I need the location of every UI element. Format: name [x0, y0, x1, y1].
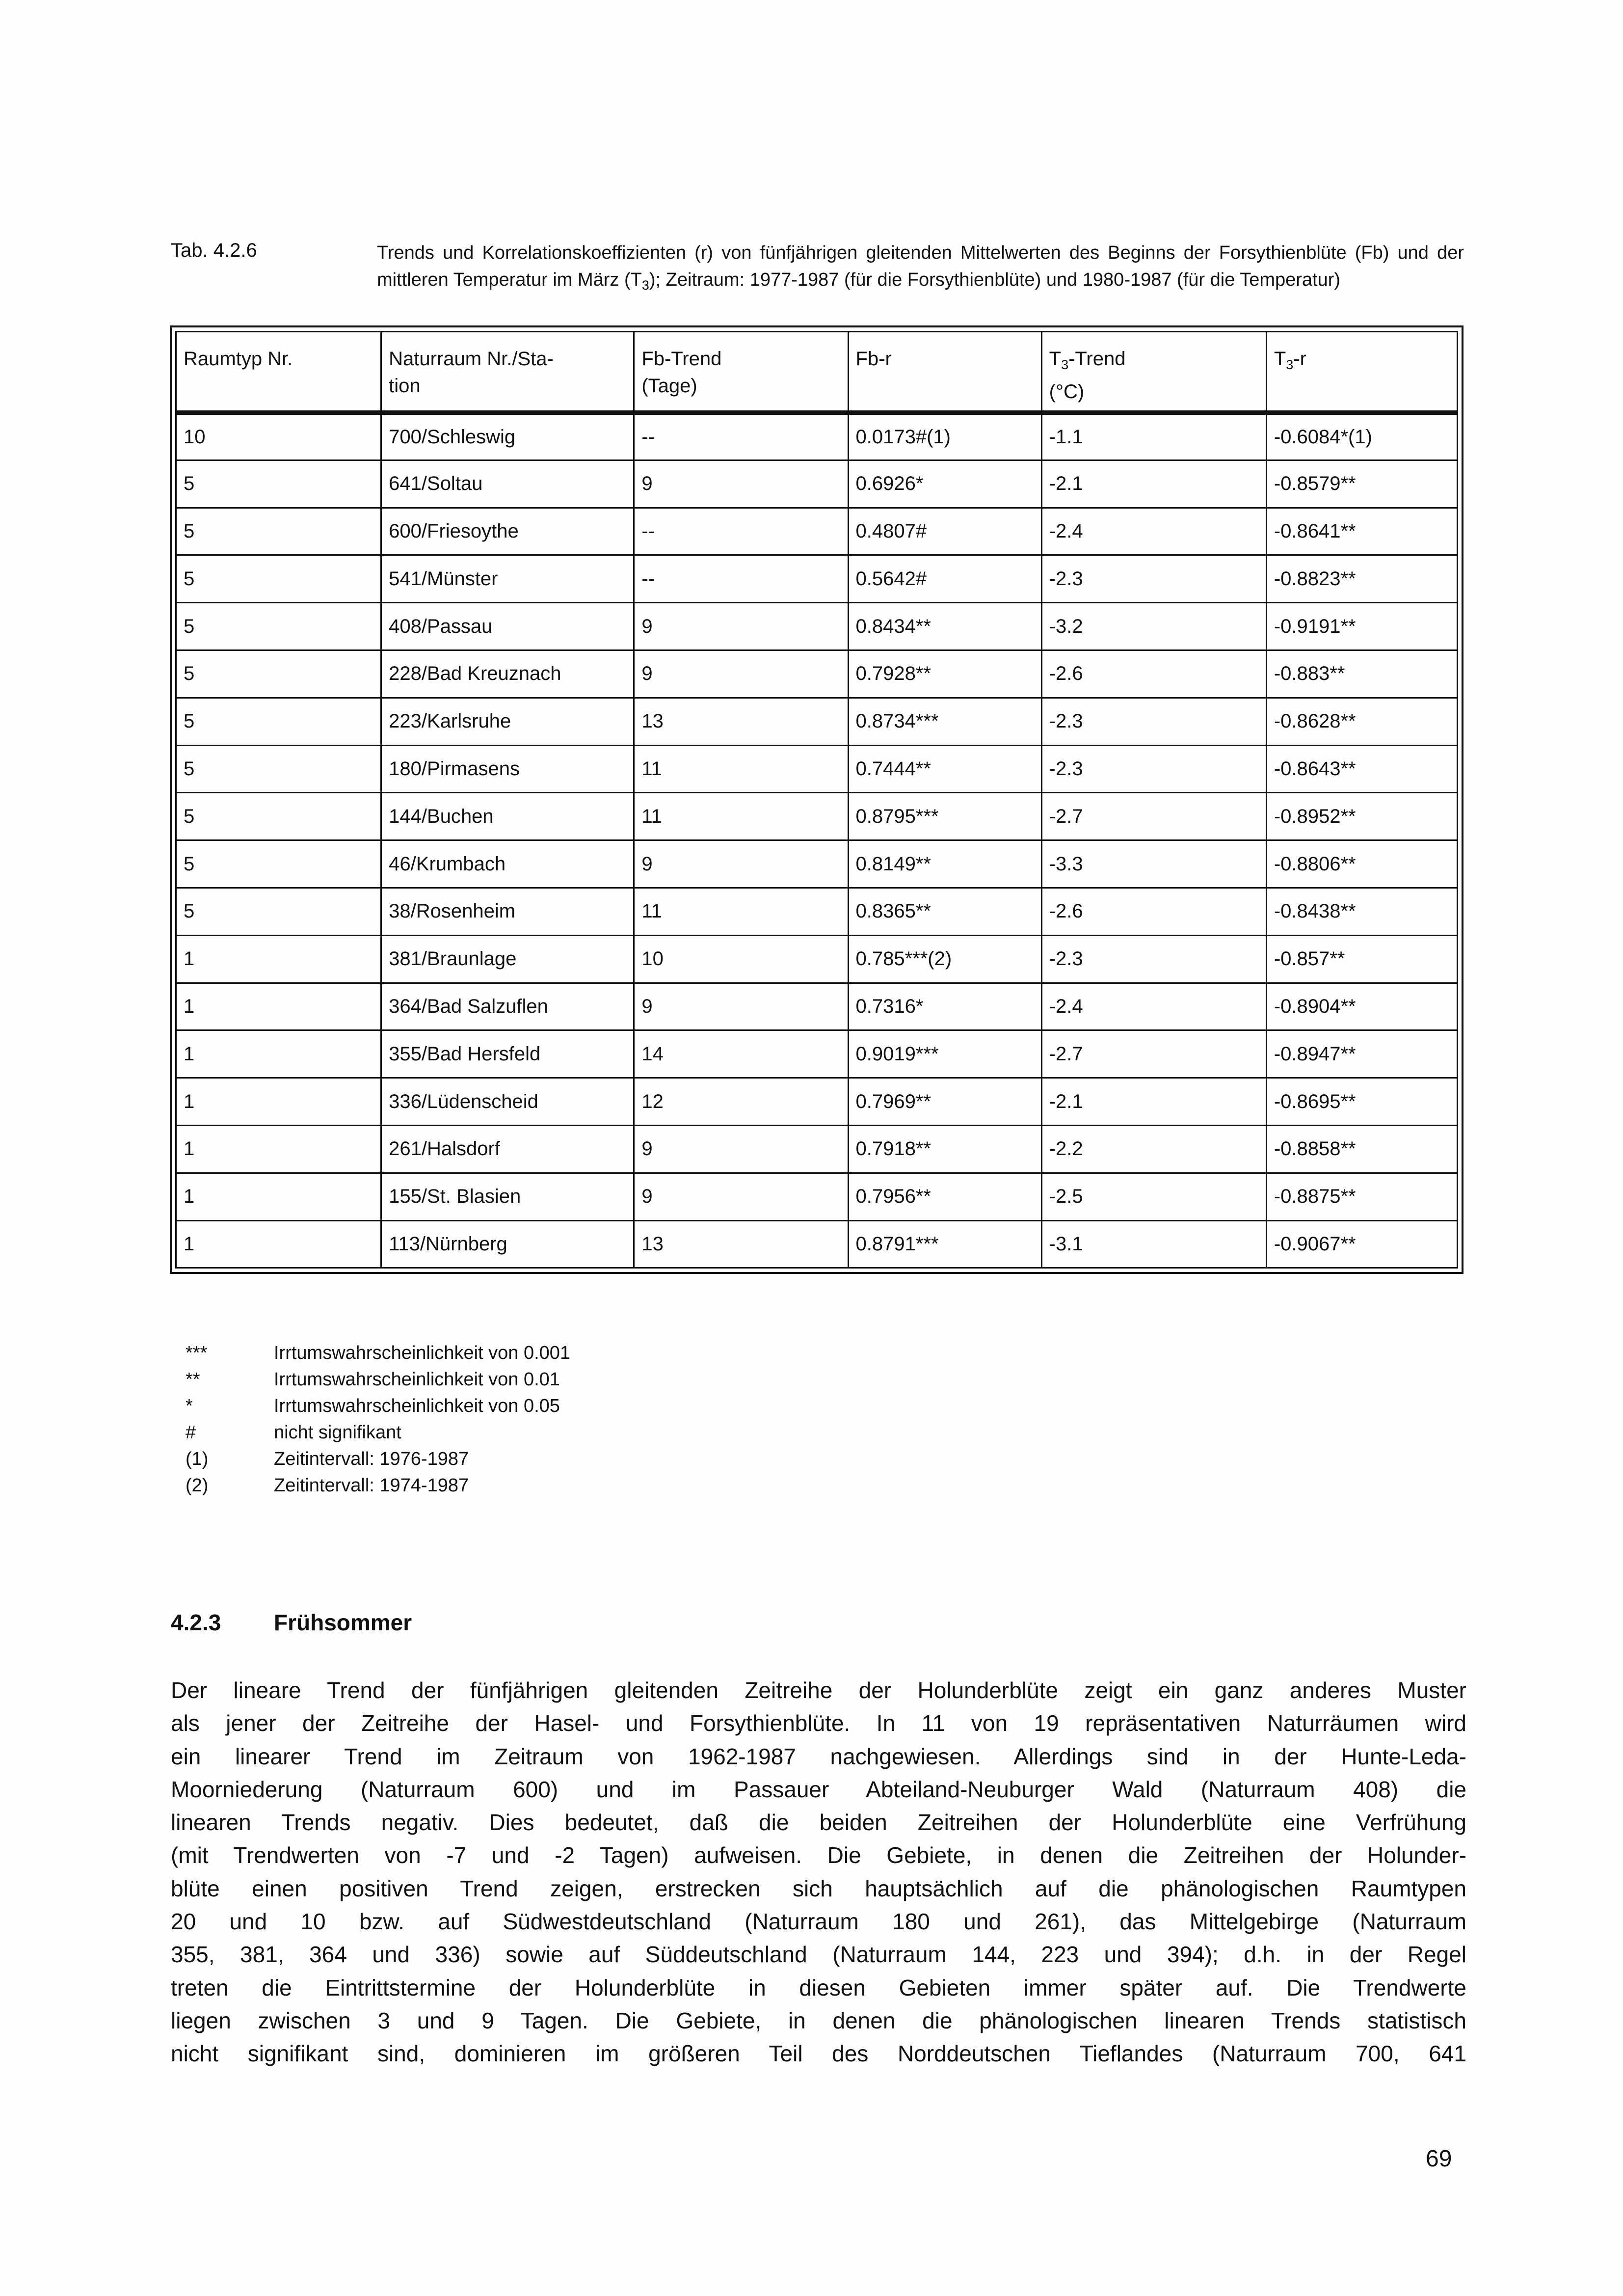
subscript: 3 [1061, 357, 1069, 372]
table-caption-number: Tab. 4.2.6 [171, 240, 257, 261]
table-caption-text: Trends und Korrelationskoeffizienten (r) von fünfjährigen gleitenden Mittelwerten des Beginns der Forsythienblüte (Fb) und der mittleren Temperatur im März $(T_3)$; Zeitraum: 1977-1987 (für die Forsythienblüte) und 1980-1987 (für die Temperatur) [377, 243, 1464, 293]
table-row [176, 1173, 1458, 1220]
cell-fb-r: 0.8365** [848, 888, 1041, 935]
cell-t3-r: -0.8628** [1266, 698, 1457, 745]
table-header-row [176, 332, 1458, 413]
cell-t3-r: -0.857** [1266, 935, 1457, 983]
cell-t3-trend: -2.3 [1041, 698, 1266, 745]
body-line: liegen zwischen 3 und 9 Tagen. Die Gebiete, in denen die phänologischen linearen Trends statistisch [171, 2007, 1466, 2033]
cell-naturraum: 113/Nürnberg [381, 1220, 634, 1268]
table-row [176, 413, 1458, 460]
cell-t3-r: -0.6084*(1) [1266, 413, 1457, 460]
cell-raumtyp: 1 [176, 1125, 381, 1173]
cell-t3-trend: -3.3 [1041, 840, 1266, 888]
cell-t3-trend: -2.3 [1041, 555, 1266, 603]
body-line: als jener der Zeitreihe der Hasel- und Forsythienblüte. In 11 von 19 repräsentativen Naturräumen wird [171, 1710, 1466, 1736]
cell-t3-r: -0.8695** [1266, 1078, 1457, 1126]
cell-naturraum: 541/Münster [381, 555, 634, 603]
cell-t3-trend: -2.6 [1041, 888, 1266, 935]
cell-naturraum: 600/Friesoythe [381, 508, 634, 555]
footnote-text: Zeitintervall: 1974-1987 [274, 1475, 469, 1496]
table-row [176, 603, 1458, 650]
cell-raumtyp: 5 [176, 460, 381, 508]
cell-fb-trend: 13 [634, 698, 848, 745]
table-row [176, 1078, 1458, 1126]
cell-raumtyp: 5 [176, 793, 381, 840]
cell-fb-r: 0.8149** [848, 840, 1041, 888]
table-row [176, 983, 1458, 1030]
cell-raumtyp: 1 [176, 983, 381, 1030]
cell-t3-trend: -2.2 [1041, 1125, 1266, 1173]
cell-fb-trend: 13 [634, 1220, 848, 1268]
table-row [176, 745, 1458, 793]
cell-fb-r: 0.785***(2) [848, 935, 1041, 983]
header-t3-trend: $T_3$-Trend (°C) [1041, 332, 1266, 413]
subscript: 3 [1286, 357, 1294, 372]
header-fb-trend: Fb-Trend (Tage) [634, 332, 848, 413]
footnote-text: nicht signifikant [274, 1422, 401, 1443]
cell-t3-r: -0.8947** [1266, 1030, 1457, 1078]
cell-fb-trend: 9 [634, 840, 848, 888]
cell-naturraum: 46/Krumbach [381, 840, 634, 888]
cell-t3-trend: -2.7 [1041, 1030, 1266, 1078]
cell-t3-trend: -2.1 [1041, 460, 1266, 508]
cell-t3-r: -0.8904** [1266, 983, 1457, 1030]
cell-t3-trend: -2.3 [1041, 935, 1266, 983]
cell-t3-r: -0.8875** [1266, 1173, 1457, 1220]
cell-fb-trend: 11 [634, 793, 848, 840]
cell-t3-r: -0.8438** [1266, 888, 1457, 935]
cell-fb-trend: 9 [634, 1125, 848, 1173]
cell-naturraum: 381/Braunlage [381, 935, 634, 983]
cell-fb-r: 0.9019*** [848, 1030, 1041, 1078]
body-line: treten die Eintrittstermine der Holunderblüte in diesen Gebieten immer später auf. Die Trendwerte [171, 1974, 1466, 2000]
cell-raumtyp: 10 [176, 413, 381, 460]
cell-t3-trend: -1.1 [1041, 413, 1266, 460]
footnote-symbol: (1) [186, 1449, 209, 1469]
cell-fb-r: 0.0173#(1) [848, 413, 1041, 460]
body-line: (mit Trendwerten von -7 und -2 Tagen) aufweisen. Die Gebiete, in denen die Zeitreihen der Holunder- [171, 1842, 1466, 1868]
data-table [175, 331, 1458, 1269]
cell-t3-trend: -2.7 [1041, 793, 1266, 840]
footnote-symbol: ** [186, 1369, 200, 1390]
cell-naturraum: 700/Schleswig [381, 413, 634, 460]
cell-fb-r: 0.7928** [848, 650, 1041, 698]
cell-fb-r: 0.8791*** [848, 1220, 1041, 1268]
footnote-symbol: (2) [186, 1475, 209, 1496]
cell-fb-trend: -- [634, 413, 848, 460]
subscript: 3 [641, 278, 649, 293]
cell-t3-trend: -2.5 [1041, 1173, 1266, 1220]
footnote-symbol: # [186, 1422, 196, 1443]
table-row [176, 650, 1458, 698]
body-line: ein linearer Trend im Zeitraum von 1962-1987 nachgewiesen. Allerdings sind in der Hunte-Leda- [171, 1743, 1466, 1769]
cell-fb-trend: 9 [634, 1173, 848, 1220]
cell-naturraum: 364/Bad Salzuflen [381, 983, 634, 1030]
cell-raumtyp: 5 [176, 888, 381, 935]
cell-fb-trend: -- [634, 555, 848, 603]
cell-t3-r: -0.8858** [1266, 1125, 1457, 1173]
section-title: Frühsommer [274, 1610, 412, 1635]
cell-t3-r: -0.9191** [1266, 603, 1457, 650]
table-row [176, 1125, 1458, 1173]
cell-fb-r: 0.7969** [848, 1078, 1041, 1126]
cell-raumtyp: 5 [176, 603, 381, 650]
body-line: Moorniederung (Naturraum 600) und im Passauer Abteiland-Neuburger Wald (Naturraum 408) die [171, 1776, 1466, 1802]
cell-fb-trend: 9 [634, 460, 848, 508]
cell-naturraum: 408/Passau [381, 603, 634, 650]
cell-fb-r: 0.7956** [848, 1173, 1041, 1220]
cell-fb-r: 0.6926* [848, 460, 1041, 508]
table-row [176, 840, 1458, 888]
cell-fb-r: 0.8795*** [848, 793, 1041, 840]
cell-naturraum: 261/Halsdorf [381, 1125, 634, 1173]
cell-raumtyp: 5 [176, 698, 381, 745]
cell-t3-r: -0.9067** [1266, 1220, 1457, 1268]
cell-fb-r: 0.7444** [848, 745, 1041, 793]
cell-fb-trend: 9 [634, 603, 848, 650]
body-line: nicht signifikant sind, dominieren im größeren Teil des Norddeutschen Tieflandes (Naturraum 700, 641 [171, 2041, 1466, 2067]
table-row [176, 935, 1458, 983]
cell-naturraum: 180/Pirmasens [381, 745, 634, 793]
cell-t3-trend: -2.4 [1041, 508, 1266, 555]
cell-t3-r: -0.8952** [1266, 793, 1457, 840]
cell-raumtyp: 5 [176, 508, 381, 555]
footnote-symbol: * [186, 1396, 193, 1416]
cell-raumtyp: 1 [176, 1220, 381, 1268]
cell-naturraum: 223/Karlsruhe [381, 698, 634, 745]
cell-t3-trend: -2.1 [1041, 1078, 1266, 1126]
footnote-text: Irrtumswahrscheinlichkeit von 0.01 [274, 1369, 560, 1390]
cell-t3-r: -0.8641** [1266, 508, 1457, 555]
cell-t3-r: -0.8579** [1266, 460, 1457, 508]
page-number: 69 [1426, 2146, 1452, 2172]
body-line: 355, 381, 364 und 336) sowie auf Süddeutschland (Naturraum 144, 223 und 394); d.h. in der Regel [171, 1942, 1466, 1968]
table-row [176, 1030, 1458, 1078]
table-row [176, 888, 1458, 935]
cell-raumtyp: 1 [176, 1173, 381, 1220]
cell-raumtyp: 5 [176, 555, 381, 603]
cell-raumtyp: 5 [176, 840, 381, 888]
cell-fb-trend: 9 [634, 983, 848, 1030]
cell-fb-trend: 10 [634, 935, 848, 983]
cell-fb-trend: -- [634, 508, 848, 555]
table-row [176, 460, 1458, 508]
header-raumtyp: Raumtyp Nr. [176, 332, 381, 413]
header-naturraum: Naturraum Nr./Sta- tion [381, 332, 634, 413]
cell-t3-r: -0.8806** [1266, 840, 1457, 888]
footnote-symbol: *** [186, 1343, 208, 1363]
cell-raumtyp: 1 [176, 1030, 381, 1078]
header-fb-r: Fb-r [848, 332, 1041, 413]
footnote-text: Zeitintervall: 1976-1987 [274, 1449, 469, 1469]
cell-t3-trend: -2.4 [1041, 983, 1266, 1030]
cell-fb-r: 0.8434** [848, 603, 1041, 650]
cell-raumtyp: 1 [176, 1078, 381, 1126]
cell-t3-trend: -3.2 [1041, 603, 1266, 650]
table-row [176, 1220, 1458, 1268]
cell-t3-trend: -2.3 [1041, 745, 1266, 793]
table-row [176, 698, 1458, 745]
body-paragraph [171, 1674, 1466, 2071]
footnote-text: Irrtumswahrscheinlichkeit von 0.001 [274, 1343, 571, 1363]
cell-naturraum: 38/Rosenheim [381, 888, 634, 935]
cell-t3-r: -0.883** [1266, 650, 1457, 698]
cell-fb-r: 0.5642# [848, 555, 1041, 603]
header-t3-r: $T_3-r$ [1266, 332, 1457, 413]
cell-t3-r: -0.8643** [1266, 745, 1457, 793]
body-line: Der lineare Trend der fünfjährigen gleitenden Zeitreihe der Holunderblüte zeigt ein ganz anderes Muster [171, 1677, 1466, 1703]
data-table-frame [170, 325, 1463, 1274]
cell-t3-trend: -2.6 [1041, 650, 1266, 698]
table-row [176, 793, 1458, 840]
section-heading [171, 1609, 412, 1636]
cell-naturraum: 355/Bad Hersfeld [381, 1030, 634, 1078]
cell-raumtyp: 1 [176, 935, 381, 983]
cell-fb-r: 0.8734*** [848, 698, 1041, 745]
cell-fb-r: 0.7316* [848, 983, 1041, 1030]
cell-fb-r: 0.4807# [848, 508, 1041, 555]
body-line: 20 und 10 bzw. auf Südwestdeutschland (Naturraum 180 und 261), das Mittelgebirge (Naturraum [171, 1909, 1466, 1935]
cell-fb-trend: 9 [634, 650, 848, 698]
cell-naturraum: 641/Soltau [381, 460, 634, 508]
cell-raumtyp: 5 [176, 650, 381, 698]
cell-fb-trend: 12 [634, 1078, 848, 1126]
section-number: 4.2.3 [171, 1610, 221, 1635]
cell-fb-trend: 11 [634, 745, 848, 793]
cell-fb-trend: 11 [634, 888, 848, 935]
cell-naturraum: 155/St. Blasien [381, 1173, 634, 1220]
cell-t3-trend: -3.1 [1041, 1220, 1266, 1268]
footnote-text: Irrtumswahrscheinlichkeit von 0.05 [274, 1396, 560, 1416]
body-line: blüte einen positiven Trend zeigen, erstrecken sich hauptsächlich auf die phänologischen Raumtypen [171, 1875, 1466, 1901]
cell-raumtyp: 5 [176, 745, 381, 793]
cell-naturraum: 228/Bad Kreuznach [381, 650, 634, 698]
cell-t3-r: -0.8823** [1266, 555, 1457, 603]
cell-fb-r: 0.7918** [848, 1125, 1041, 1173]
table-row [176, 508, 1458, 555]
cell-naturraum: 144/Buchen [381, 793, 634, 840]
cell-naturraum: 336/Lüdenscheid [381, 1078, 634, 1126]
cell-fb-trend: 14 [634, 1030, 848, 1078]
table-row [176, 555, 1458, 603]
body-line: linearen Trends negativ. Dies bedeutet, daß die beiden Zeitreihen der Holunderblüte eine Verfrühung [171, 1810, 1466, 1836]
